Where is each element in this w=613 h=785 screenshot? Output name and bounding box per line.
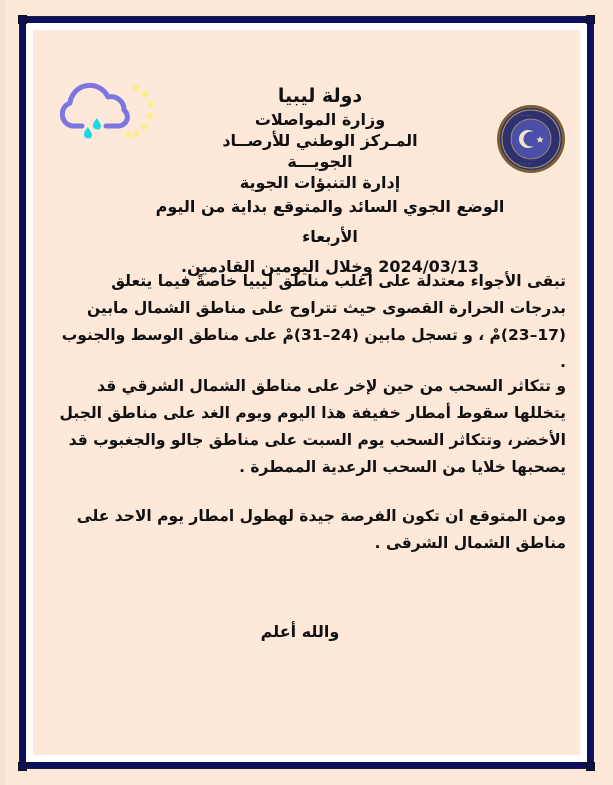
ministry-name: وزارة المواصلات — [254, 110, 386, 129]
report-title-line1: الوضع الجوي السائد والمتوقع بداية من اليوم الأربعاء — [155, 197, 505, 246]
state-name: دولة ليبيا — [277, 85, 363, 107]
frame-corner-top-right — [586, 15, 595, 24]
svg-text:· · · · · · ·: · · · · · · · — [515, 161, 532, 166]
department-name: إدارة التنبؤات الجوية — [239, 173, 401, 192]
svg-text:· · · · · · · ·: · · · · · · · · — [513, 113, 533, 118]
libya-emblem-seal-icon — [495, 103, 567, 175]
frame-corner-bottom-left — [18, 762, 27, 771]
paragraph-temperatures: تبقى الأجواء معتدلة على اغلب مناطق ليبيا خاصةً فيما يتعلق بدرجات الحرارة القصوى حيث تتراوح على مناطق الشمال مابين (17–23)مْ ، و تسجل مابين (24–31)مْ على مناطق الوسط والجنوب . — [61, 272, 566, 371]
closing-phrase: والله أعلم — [260, 622, 340, 641]
center-name: المـركز الوطني للأرصــاد الجويـــة — [222, 131, 418, 171]
paragraph-clouds-rain: و تتكاثر السحب من حين لإخر على مناطق الشمال الشرقي قد يتخللها سقوط أمطار خفيفة هذا اليوم ويوم الغد على مناطق الجبل الأخضر، وتتكاثر السحب يوم السبت على مناطق جالو والجغبوب قد يصحبها خلايا من السحب الرعدية الممطرة . — [59, 377, 566, 476]
frame-corner-bottom-right — [586, 762, 595, 771]
frame-corner-top-left — [18, 15, 27, 24]
letterhead — [190, 84, 450, 193]
report-title-line2: 2024/03/13 وخلال اليومين القادمين. — [181, 257, 479, 276]
cloud-rain-sun-icon — [60, 80, 160, 142]
paragraph-sunday-outlook: ومن المتوقع ان تكون الفرصة جيدة لهطول امطار يوم الاحد على مناطق الشمال الشرقى . — [76, 507, 566, 552]
page-edge — [0, 0, 5, 785]
